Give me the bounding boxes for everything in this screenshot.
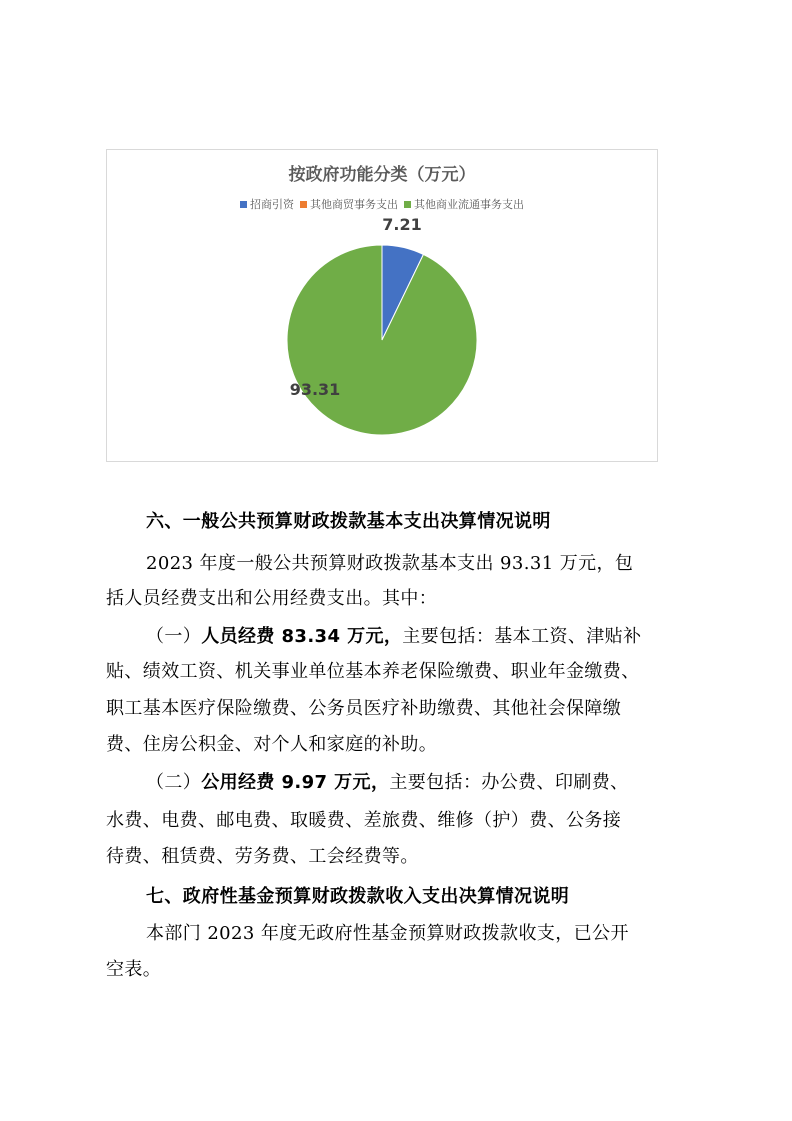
item2-prefix: （二）: [146, 772, 202, 793]
item1-bold: 人员经费 83.34 万元，: [201, 626, 403, 647]
item1-line4: 费、住房公积金、对个人和家庭的补助。: [106, 734, 438, 755]
pie-slice-2: [287, 245, 477, 435]
item1-line3: 职工基本医疗保险缴费、公务员医疗补助缴费、其他社会保障缴: [106, 698, 622, 719]
pie-data-label-2: 93.31: [289, 380, 341, 399]
section6-intro-line1: 2023 年度一般公共预算财政拨款基本支出 93.31 万元，包: [146, 553, 634, 574]
item1-line1: [146, 620, 730, 655]
item2-line3: 待费、租赁费、劳务费、工会经费等。: [106, 846, 419, 867]
pie-plot-area: [107, 150, 657, 461]
item1-rest: 主要包括：基本工资、津贴补: [402, 626, 642, 647]
legend-label: 招商引资: [250, 198, 294, 211]
item1-line2: 贴、绩效工资、机关事业单位基本养老保险缴费、职业年金缴费、: [106, 661, 640, 682]
section7-line2: 空表。: [106, 959, 162, 980]
legend-label: 其他商业流通事务支出: [414, 198, 524, 211]
section7-heading: 七、政府性基金预算财政拨款收入支出决算情况说明: [146, 886, 570, 907]
section7-line1: 本部门 2023 年度无政府性基金预算财政拨款收支，已公开: [146, 923, 629, 944]
section6-heading: 六、一般公共预算财政拨款基本支出决算情况说明: [146, 511, 551, 532]
pie-chart: [106, 149, 658, 462]
pie-data-label-0: 7.21: [382, 215, 422, 234]
item2-line1: [146, 766, 730, 801]
legend-label: 其他商贸事务支出: [310, 198, 398, 211]
section6-intro-line2: 括人员经费支出和公用经费支出。其中：: [106, 588, 438, 609]
item2-rest: 主要包括：办公费、印刷费、: [389, 772, 629, 793]
item2-line2: 水费、电费、邮电费、取暖费、差旅费、维修（护）费、公务接: [106, 810, 622, 831]
item2-bold: 公用经费 9.97 万元，: [201, 772, 390, 793]
item1-prefix: （一）: [146, 626, 202, 647]
chart-title: 按政府功能分类（万元）: [288, 165, 476, 185]
